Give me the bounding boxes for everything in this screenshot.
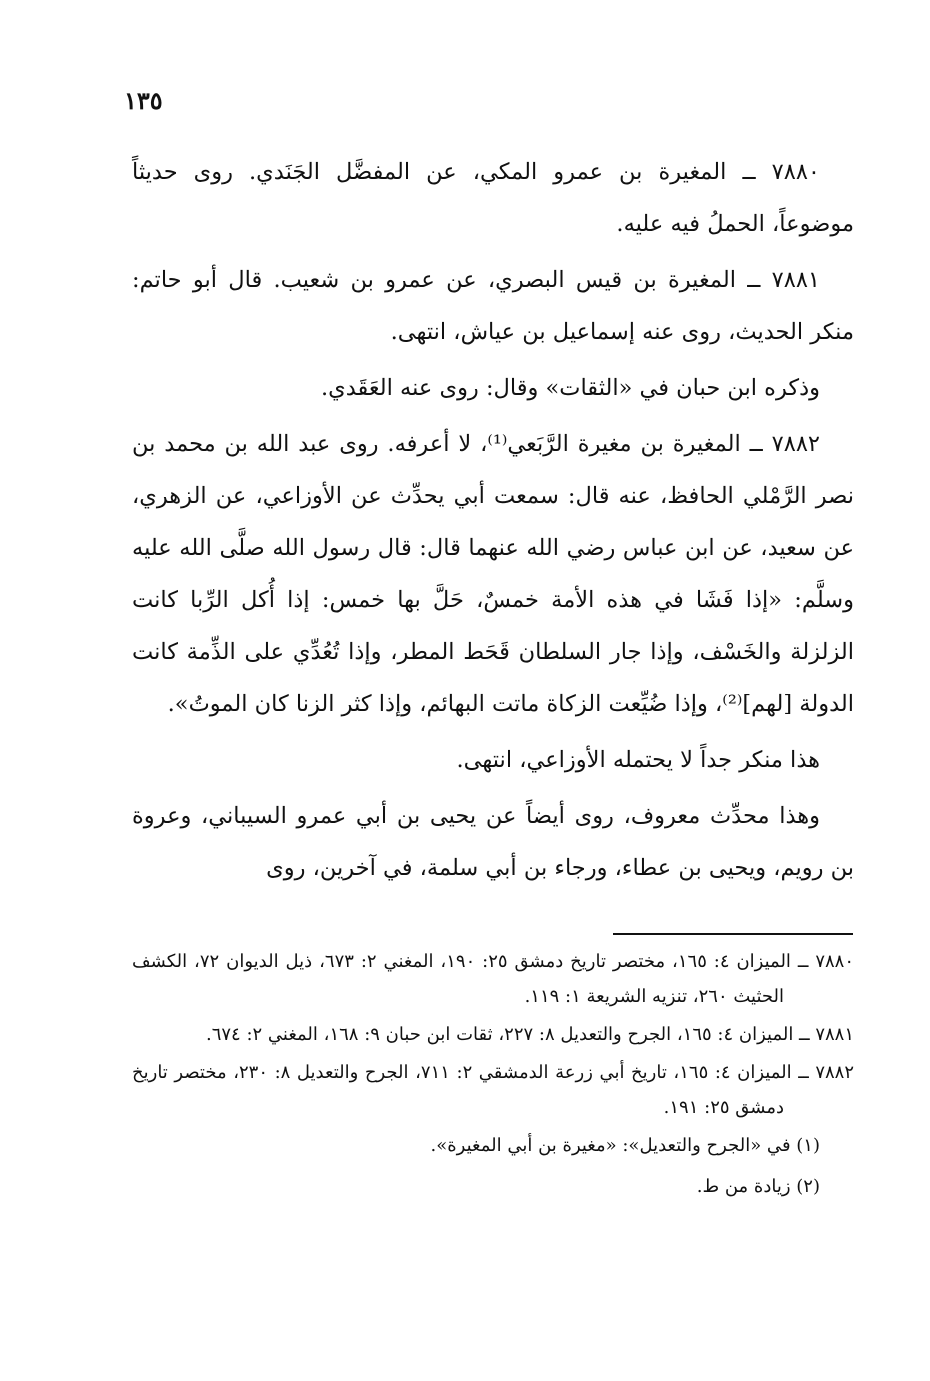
subnote-1: (١) في «الجرح والتعديل»: «مغيرة بن أبي المغيرة». [430,1135,820,1156]
page-number: ١٣٥ [124,86,163,115]
footnote-7880: ٧٨٨٠ ــ الميزان ٤: ١٦٥، مختصر تاريخ دمشق ٢٥: ١٩٠، المغني ٢: ٦٧٣، ذيل الديوان ٧٢، الكشف الحثيث ٢٦٠، تنزيه الشريعة ١: ١١٩. [132,951,854,1007]
entry-7881-note: وذكره ابن حبان في «الثقات» وقال: روى عنه العَقَدي. [320,375,820,401]
footnote-7881: ٧٨٨١ ــ الميزان ٤: ١٦٥، الجرح والتعديل ٨: ٢٢٧، ثقات ابن حبان ٩: ١٦٨، المغني ٢: ٦٧٤. [205,1024,854,1045]
entry-7882-continuation: وهذا محدِّث معروف، روى أيضاً عن يحيى بن أبي عمرو السيباني، وعروة بن رويم، ويحيى بن عطاء، ورجاء بن أبي سلمة، في آخرين، روى [132,803,854,881]
footnotes [132,944,854,1210]
entry-7882: ٧٨٨٢ ــ المغيرة بن مغيرة الرَّبَعي⁽¹⁾، لا أعرفه. روى عبد الله بن محمد بن نصر الرَّمْلي الحافظ، عنه قال: سمعت أبي يحدِّث عن الأوزاعي، عن الزهري، عن سعيد، عن ابن عباس رضي الله عنهما قال: قال رسول الله صلَّى الله عليه وسلَّم: «إذا فَشَا في هذه الأمة خمسٌ، حَلَّ بها خمس: إذا أُكل الرِّبا كانت الزلزلة والخَسْف، وإذا جار السلطان قَحَط المطر، وإذا تُعُدِّي على الذِّمة كانت الدولة [لهم]⁽²⁾، وإذا ضُيِّعت الزكاة ماتت البهائم، وإذا كثر الزنا كان الموتُ». [132,431,854,717]
entry-7882-comment: هذا منكر جداً لا يحتمله الأوزاعي، انتهى. [456,747,820,773]
entry-7881: ٧٨٨١ ــ المغيرة بن قيس البصري، عن عمرو بن شعيب. قال أبو حاتم: منكر الحديث، روى عنه إسماعيل بن عياش، انتهى. [132,267,854,345]
footnote-separator [613,933,853,935]
main-text [132,146,854,898]
subnote-2: (٢) زيادة من ط. [696,1176,820,1197]
entry-7880: ٧٨٨٠ ــ المغيرة بن عمرو المكي، عن المفضَّل الجَنَدي. روى حديثاً موضوعاً، الحملُ فيه عليه. [132,159,854,237]
footnote-7882: ٧٨٨٢ ــ الميزان ٤: ١٦٥، تاريخ أبي زرعة الدمشقي ٢: ٧١١، الجرح والتعديل ٨: ٢٣٠، مختصر تاريخ دمشق ٢٥: ١٩١. [132,1062,854,1118]
